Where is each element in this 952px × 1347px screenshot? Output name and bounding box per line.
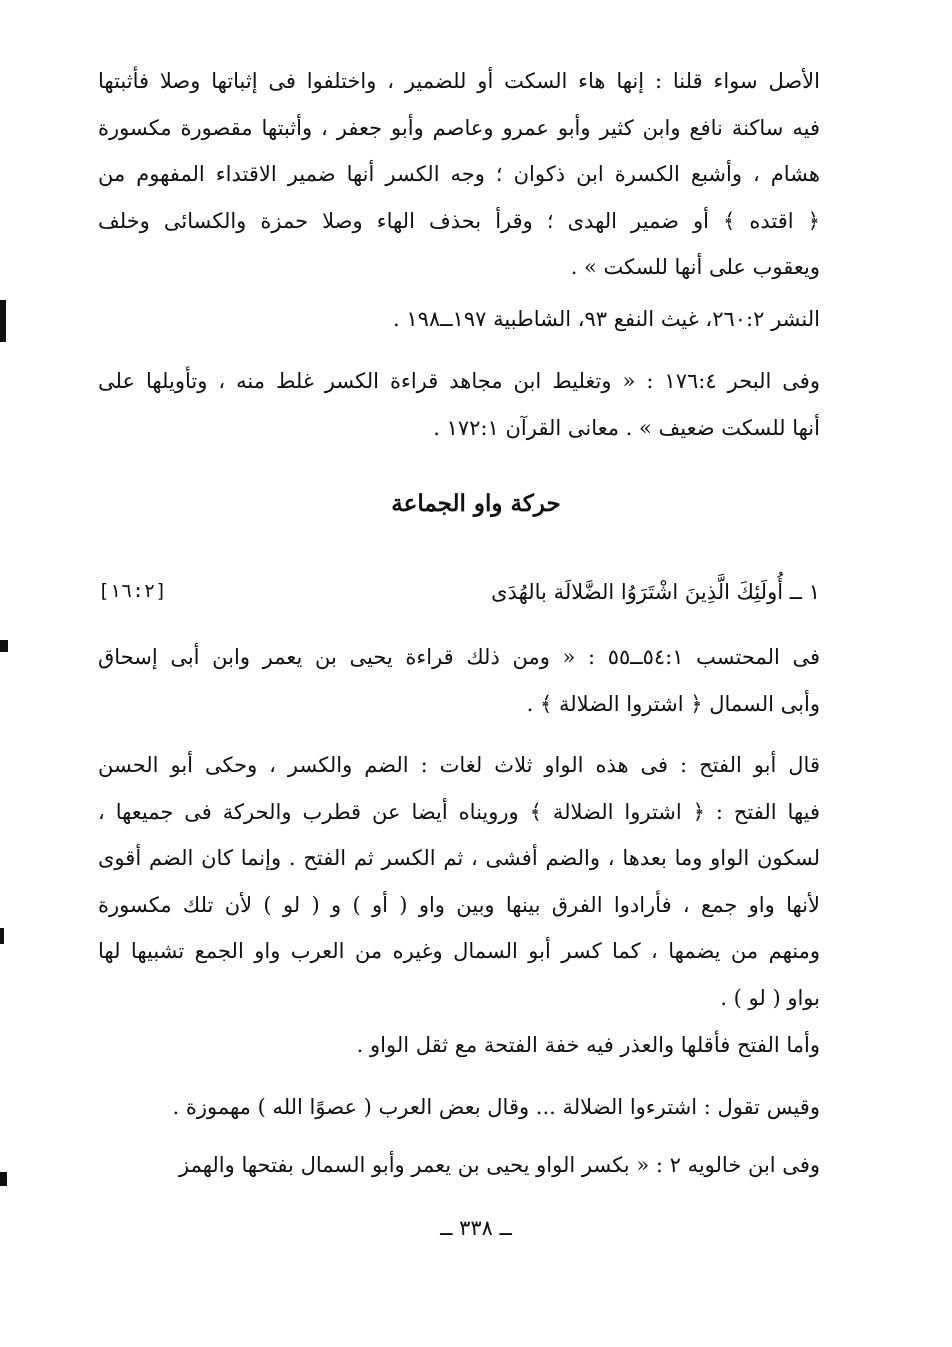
text-line: لسكون الواو وما بعدها ، والضم أفشى ، ثم الكسر ثم الفتح . وإنما كان الضم أقوى bbox=[98, 846, 820, 870]
text-line: لأنها واو جمع ، فأرادوا الفرق بينها وبين واو ( أو ) و ( لو ) لأن تلك مكسورة bbox=[98, 892, 820, 917]
section-heading: حركة واو الجماعة bbox=[391, 490, 561, 517]
verse-text: ١ ــ أُولَئِكَ الَّذِينَ اشْتَرَوُا الضَّلالَة بالهُدَى bbox=[491, 580, 820, 604]
paragraph-bahr-reference bbox=[98, 358, 820, 451]
text-line: فى المحتسب ٥٤:١ــ٥٥ : « ومن ذلك قراءة يحيى بن يعمر وابن أبى إسحاق bbox=[98, 645, 821, 669]
paragraph-muhtasab bbox=[98, 634, 820, 727]
text-line: أنها للسكت ضعيف » . معانى القرآن ١٧٢:١ . bbox=[433, 415, 820, 440]
text-line: وفى البحر ١٧٦:٤ : « وتغليط ابن مجاهد قراءة الكسر غلط منه ، وتأويلها على bbox=[98, 369, 820, 393]
text-line: فيها الفتح : ﴿ اشتروا الضلالة ﴾ ورويناه أيضا عن قطرب والحركة فى جميعها ، bbox=[98, 799, 820, 824]
text-line: ومنهم من يضمها ، كما كسر أبو السمال وغيره من العرب واو الجمع تشبيها لها bbox=[98, 939, 820, 963]
scan-edge-mark bbox=[0, 300, 6, 342]
text-line: النشر ٢٦٠:٢، غيث النفع ٩٣، الشاطبية ١٩٧ــ١٩٨ . bbox=[393, 307, 820, 331]
text-line: بواو ( لو ) . bbox=[720, 985, 820, 1010]
verse-reference: [١٦:٢] bbox=[98, 580, 167, 602]
text-line: هشام ، وأشبع الكسرة ابن ذكوان ؛ وجه الكسر أنها ضمير الاقتداء المفهوم من bbox=[98, 162, 820, 186]
text-line: قال أبو الفتح : فى هذه الواو ثلاث لغات : الضم والكسر ، وحكى أبو الحسن bbox=[98, 753, 820, 777]
paragraph-hah-sakt bbox=[98, 58, 820, 291]
paragraph-ibn-khalawayh bbox=[98, 1142, 820, 1189]
scan-edge-mark bbox=[0, 1172, 7, 1186]
paragraph-qays bbox=[98, 1084, 820, 1131]
text-line: ﴿ اقتده ﴾ أو ضمير الهدى ؛ وقرأ بحذف الهاء وصلا حمزة والكسائى وخلف bbox=[98, 208, 820, 233]
text-line: وأما الفتح فأقلها والعذر فيه خفة الفتحة مع ثقل الواو . bbox=[356, 1033, 820, 1057]
text-line: الأصل سواء قلنا : إنها هاء السكت أو للضمير ، واختلفوا فى إثباتها وصلا فأثبتها bbox=[98, 69, 820, 93]
text-line: ويعقوب على أنها للسكت » . bbox=[570, 255, 820, 279]
text-line: وقيس تقول : اشترءوا الضلالة ... وقال بعض العرب ( عصوًا الله ) مهموزة . bbox=[172, 1095, 820, 1119]
page-number: ــ ٣٣٨ ــ bbox=[440, 1216, 512, 1240]
paragraph-fath-rarest bbox=[98, 1022, 820, 1069]
scan-edge-mark bbox=[0, 928, 4, 944]
text-line: وفى ابن خالويه ٢ : « بكسر الواو يحيى بن يعمر وأبو السمال بفتحها والهمز bbox=[179, 1153, 820, 1177]
paragraph-abu-al-fath bbox=[98, 742, 820, 1021]
text-line: وأبى السمال ﴿ اشتروا الضلالة ﴾ . bbox=[526, 691, 820, 716]
verse-row bbox=[98, 580, 820, 620]
paragraph-nashr-reference bbox=[98, 296, 820, 343]
text-line: فيه ساكنة نافع وابن كثير وأبو عمرو وعاصم وأبو جعفر ، وأثبتها مقصورة مكسورة bbox=[98, 115, 820, 140]
scan-edge-mark bbox=[0, 640, 8, 652]
